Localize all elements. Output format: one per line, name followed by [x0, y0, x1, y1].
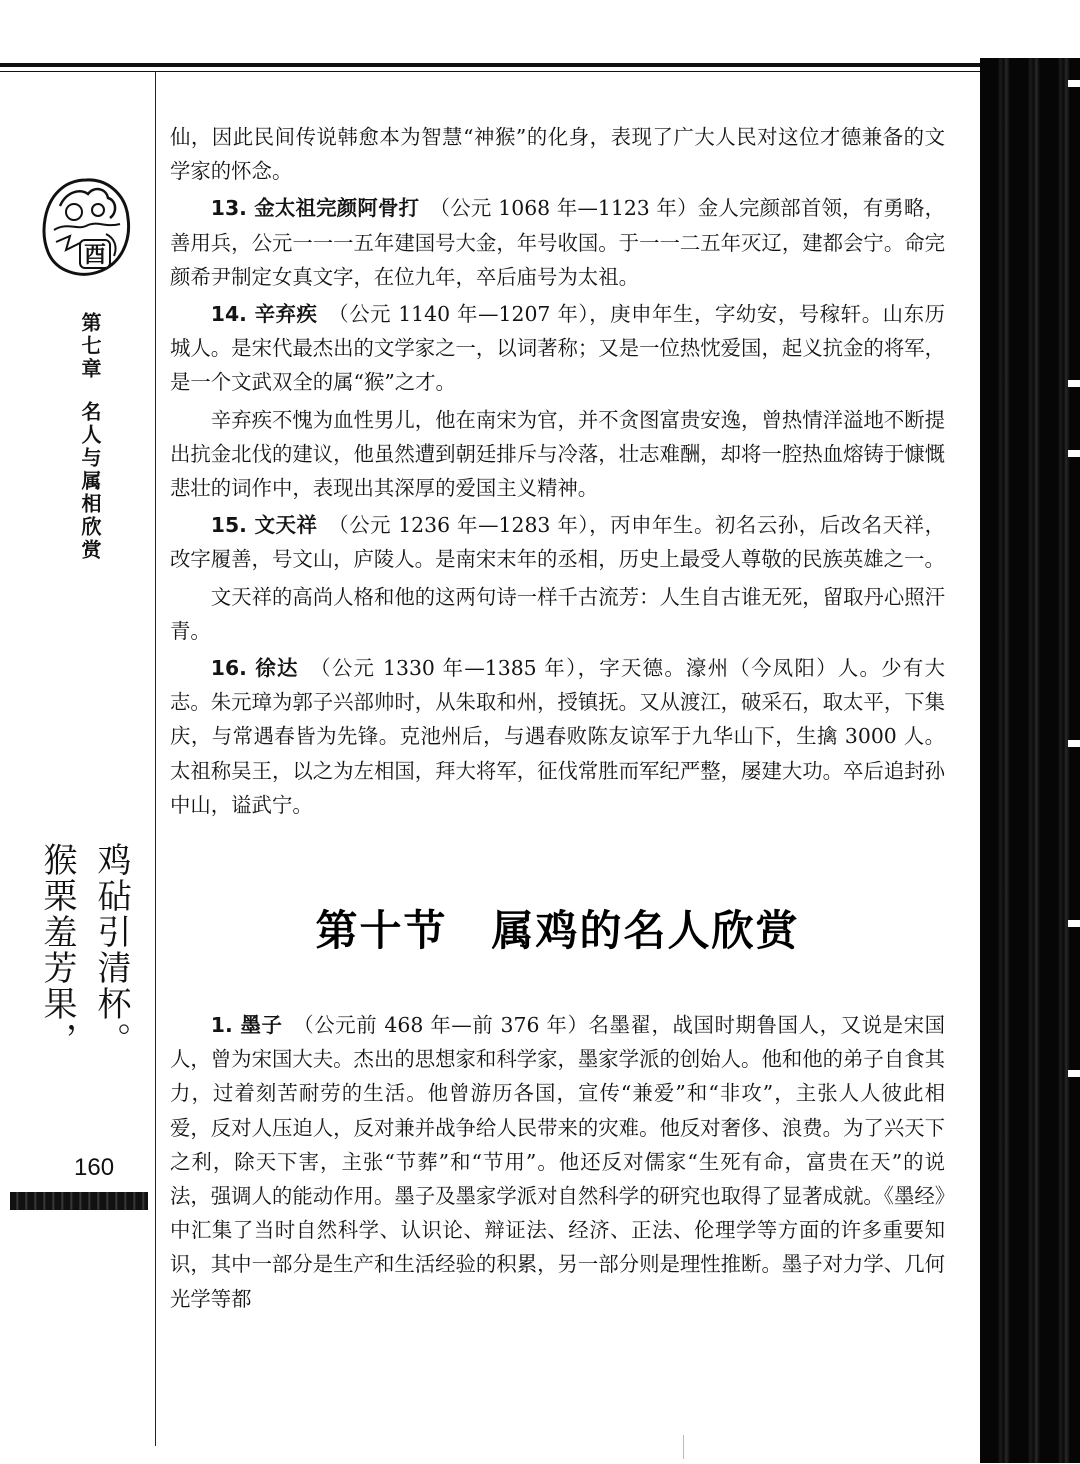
- header-rule-thin: [0, 71, 980, 72]
- biography-entry: [170, 297, 945, 400]
- chapter-number: 第七章: [78, 312, 102, 381]
- paragraph-list: [170, 120, 945, 822]
- paragraph-text: 仙，因此民间传说韩愈本为智慧“神猴”的化身，表现了广大人民对这位才德兼备的文学家的怀念。: [170, 125, 945, 184]
- chapter-heading-vertical: [76, 312, 105, 562]
- ornament-char: 酉: [83, 243, 107, 268]
- paragraph-text: （公元 1140 年—1207 年），庚申年生，字幼安，号稼轩。山东历城人。是宋代最杰出的文学家之一，以词著称；又是一位热忱爱国，起义抗金的将军，是一个文武双全的属“猴”之才。: [170, 302, 945, 395]
- body-paragraph: [170, 580, 945, 648]
- entry-heading: 16. 徐达: [210, 656, 299, 681]
- entry-heading: 14. 辛弃疾: [210, 302, 318, 327]
- section-paragraph-list: [170, 1008, 945, 1316]
- paragraph-text: （公元 1236 年—1283 年），丙申年生。初名云孙，后改名天祥，改字履善，号文山，庐陵人。是南宋末年的丞相，历史上最受人尊敬的民族英雄之一。: [170, 513, 945, 572]
- edge-tab-mark: [1068, 450, 1080, 457]
- header-rule-thick: [0, 63, 980, 67]
- edge-tab-mark: [1068, 1070, 1080, 1077]
- entry-heading: 15. 文天祥: [210, 513, 318, 538]
- entry-heading: 1. 墨子: [210, 1013, 283, 1038]
- edge-tab-mark: [1068, 80, 1080, 87]
- body-paragraph: [170, 120, 945, 188]
- page-number-bar: [10, 1192, 148, 1210]
- body-paragraph: [170, 403, 945, 506]
- paragraph-text: （公元 1330 年—1385 年），字天德。濠州（今凤阳）人。少有大志。朱元璋为郭子兴部帅时，从朱取和州，授镇抚。又从渡江，破采石，取太平，下集庆，与常遇春皆为先锋。克池州后，与遇春败陈友谅军于九华山下，生擒 3000 人。太祖称吴王，以之为左相国，拜大将军，征伐常胜而军纪严整，屡建大功。卒后追封孙中山，谥武宁。: [170, 656, 945, 817]
- biography-entry: [170, 191, 945, 294]
- entry-heading: 13. 金太祖完颜阿骨打: [210, 196, 420, 221]
- page-edge-shadow: [980, 58, 1080, 1463]
- main-text-column: [170, 120, 945, 1319]
- rooster-ornament-icon: [36, 172, 136, 282]
- paragraph-text: （公元前 468 年—前 376 年）名墨翟，战国时期鲁国人，又说是宋国人，曾为宋国大夫。杰出的思想家和科学家，墨家学派的创始人。他和他的弟子自食其力，过着刻苦耐劳的生活。他曾游历各国，宣传“兼爱”和“非攻”，主张人人彼此相爱，反对人压迫人，反对兼并战争给人民带来的灾难。他反对奢侈、浪费。为了兴天下之利，除天下害，主张“节葬”和“节用”。他还反对儒家“生死有命，富贵在天”的说法，强调人的能动作用。墨子及墨家学派对自然科学的研究也取得了显著成就。《墨经》中汇集了当时自然科学、认识论、辩证法、经济、正法、伦理学等方面的许多重要知识，其中一部分是生产和生活经验的积累，另一部分则是理性推断。墨子对力学、几何光学等都: [170, 1013, 945, 1311]
- poem-line: 猴栗羞芳果，: [37, 842, 77, 1058]
- edge-tab-mark: [1068, 920, 1080, 927]
- section-heading: 第十节 属鸡的名人欣赏: [315, 906, 800, 956]
- chapter-title: 名人与属相欣赏: [78, 401, 102, 562]
- biography-entry: [170, 508, 945, 576]
- edge-tab-mark: [1068, 380, 1080, 387]
- fold-mark: [683, 1435, 684, 1459]
- page-number: 160: [74, 1154, 115, 1181]
- margin-divider: [155, 71, 156, 1446]
- edge-tab-mark: [1068, 740, 1080, 747]
- biography-entry: [170, 1008, 945, 1316]
- paragraph-text: （公元 1068 年—1123 年）金人完颜部首领，有勇略，善用兵，公元一一一五年建国号大金，年号收国。于一一二五年灭辽，建都会宁。命完颜希尹制定女真文字，在位九年，卒后庙号为太祖。: [170, 196, 945, 289]
- paragraph-text: 辛弃疾不愧为血性男儿，他在南宋为官，并不贪图富贵安逸，曾热情洋溢地不断提出抗金北伐的建议，他虽然遭到朝廷排斥与冷落，壮志难酬，却将一腔热血熔铸于慷慨悲壮的词作中，表现出其深厚的爱国主义精神。: [170, 407, 945, 501]
- biography-entry: [170, 651, 945, 822]
- poem-line: 鸡砧引清杯。: [91, 842, 131, 1058]
- paragraph-text: 文天祥的高尚人格和他的这两句诗一样千古流芳：人生自古谁无死，留取丹心照汗青。: [170, 584, 945, 643]
- margin-poem: [30, 842, 138, 1058]
